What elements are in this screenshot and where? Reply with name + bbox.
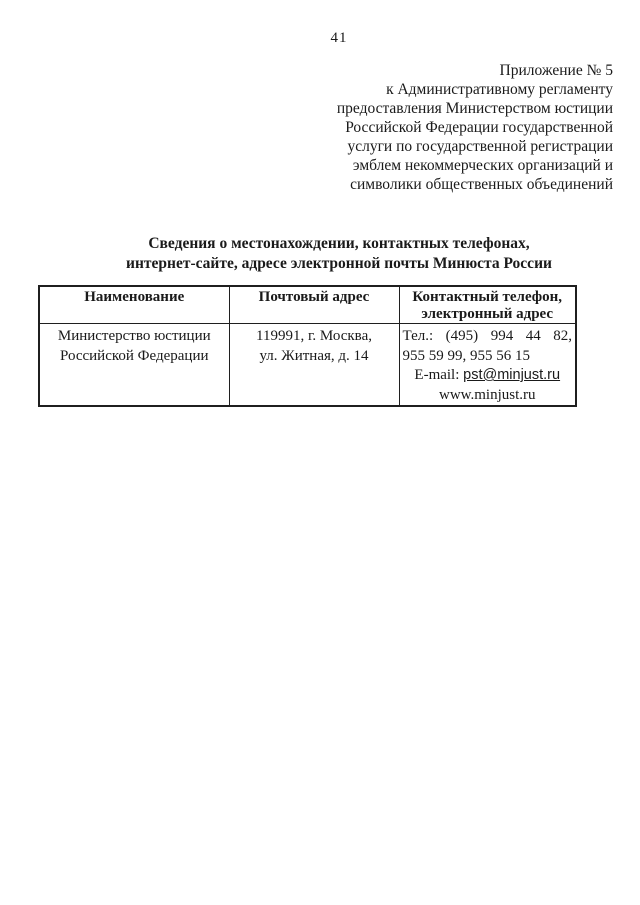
table-header-row [39, 286, 576, 324]
website-address: www.minjust.ru [438, 386, 536, 403]
organization-name-line-1: Министерство юстиции [57, 328, 211, 344]
email-label: E-mail: [414, 367, 464, 383]
phone-numbers-line-2: 955 59 99, 955 56 15 [402, 347, 530, 364]
document-title-line-2: интернет-сайте, адресе электронной почты Минюста России [126, 255, 552, 272]
postal-address-line-2: ул. Житная, д. 14 [259, 347, 369, 364]
appendix-line-7: символики общественных объединений [350, 176, 613, 193]
document-title [38, 234, 640, 274]
column-header-contact [399, 286, 576, 324]
contact-info-table [38, 285, 577, 407]
email-address: pst@minjust.ru [463, 367, 561, 383]
appendix-line-3: предоставления Министерством юстиции [336, 100, 613, 117]
column-header-contact-line-1: Контактный телефон, [412, 289, 563, 305]
cell-contact-details [399, 324, 576, 407]
organization-name-line-2: Российской Федерации [59, 347, 209, 364]
cell-organization-name [39, 324, 229, 407]
email-line [403, 366, 573, 386]
table-row [39, 324, 576, 407]
cell-postal-address [229, 324, 399, 407]
column-header-postal-address: Почтовый адрес [229, 286, 399, 324]
appendix-line-6: эмблем некоммерческих организаций и [352, 157, 613, 174]
phone-numbers-line-1: Тел.: (495) 994 44 82, [402, 328, 572, 344]
page-number: 41 [330, 30, 348, 46]
column-header-contact-line-2: электронный адрес [421, 306, 554, 322]
appendix-line-2: к Административному регламенту [386, 81, 613, 98]
column-header-name: Наименование [39, 286, 229, 324]
appendix-header-block [337, 61, 613, 194]
postal-address-line-1: 119991, г. Москва, [256, 328, 372, 344]
appendix-line-1: Приложение № 5 [499, 62, 613, 79]
document-title-line-1: Сведения о местонахождении, контактных телефонах, [148, 235, 530, 252]
appendix-line-4: Российской Федерации государственной [345, 119, 613, 136]
appendix-line-5: услуги по государственной регистрации [347, 138, 613, 155]
